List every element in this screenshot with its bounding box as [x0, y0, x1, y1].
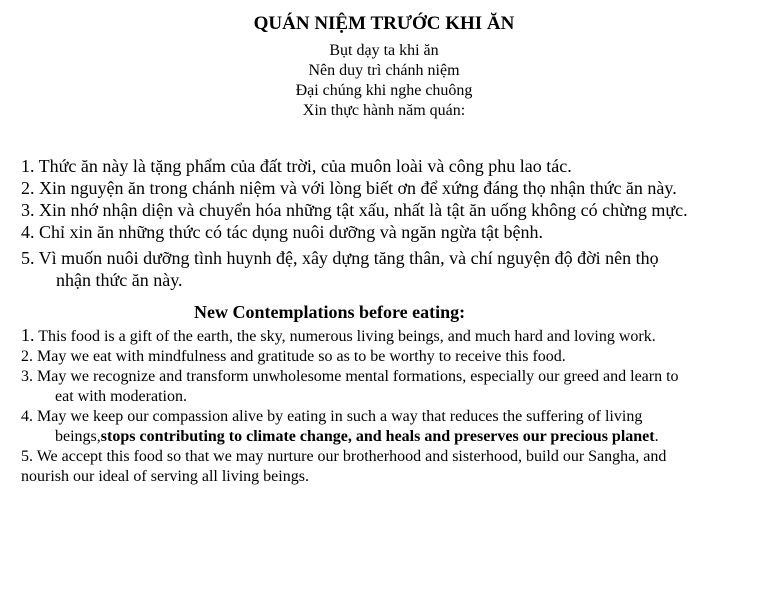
- en-item-5: [21, 447, 761, 487]
- en-item-3-line1: 3. May we recognize and transform unwholesome mental formations, especially our greed and learn to: [21, 368, 679, 385]
- en-item-4-line2-end: .: [654, 428, 659, 445]
- english-heading: New Contemplations before eating:: [194, 302, 466, 322]
- en-item-4-line2-plain: beings,: [55, 428, 101, 445]
- vietnamese-contemplations-list: [21, 155, 761, 291]
- vi-item-5-line2: nhận thức ăn này.: [56, 270, 183, 290]
- en-item-1: [21, 325, 761, 347]
- intro-line: Bụt dạy ta khi ăn: [329, 42, 439, 59]
- en-item-3: [21, 367, 761, 407]
- vi-item-5: [21, 247, 761, 291]
- intro-line: Xin thực hành năm quán:: [302, 102, 466, 119]
- en-item-1-number: 1.: [21, 325, 35, 345]
- en-item-5-line2: nourish our ideal of serving all living beings.: [21, 468, 309, 485]
- intro-verse: [0, 41, 768, 121]
- en-item-4-line2: [21, 427, 761, 447]
- vi-item-3: 3. Xin nhớ nhận diện và chuyển hóa những tật xấu, nhất là tật ăn uống không có chừng mực.: [21, 200, 688, 220]
- vi-item-4: 4. Chỉ xin ăn những thức có tác dụng nuôi dưỡng và ngăn ngừa tật bệnh.: [21, 222, 543, 242]
- vi-item-1: 1. Thức ăn này là tặng phẩm của đất trời, của muôn loài và công phu lao tác.: [21, 156, 572, 176]
- intro-line: Đại chúng khi nghe chuông: [295, 82, 473, 99]
- page-title: QUÁN NIỆM TRƯỚC KHI ĂN: [253, 13, 515, 34]
- vi-item-2: 2. Xin nguyện ăn trong chánh niệm và với lòng biết ơn để xứng đáng thọ nhận thức ăn này.: [21, 178, 677, 198]
- en-item-4: [21, 407, 761, 447]
- vi-item-5-line1: 5. Vì muốn nuôi dưỡng tình huynh đệ, xây dựng tăng thân, và chí nguyện độ đời nên thọ: [21, 248, 659, 268]
- en-item-2: 2. May we eat with mindfulness and gratitude so as to be worthy to receive this food.: [21, 348, 566, 365]
- en-item-4-line2-bold: stops contributing to climate change, and heals and preserves our precious planet: [100, 428, 655, 445]
- en-item-4-line1: 4. May we keep our compassion alive by eating in such a way that reduces the suffering of living: [21, 408, 643, 425]
- en-item-3-line2: eat with moderation.: [55, 388, 187, 405]
- en-item-5-line1: 5. We accept this food so that we may nurture our brotherhood and sisterhood, build our Sangha, and: [21, 448, 667, 465]
- intro-line: Nên duy trì chánh niệm: [308, 62, 460, 79]
- en-item-1-text: This food is a gift of the earth, the sky, numerous living beings, and much hard and loving work.: [34, 328, 656, 345]
- english-contemplations-list: [21, 325, 761, 487]
